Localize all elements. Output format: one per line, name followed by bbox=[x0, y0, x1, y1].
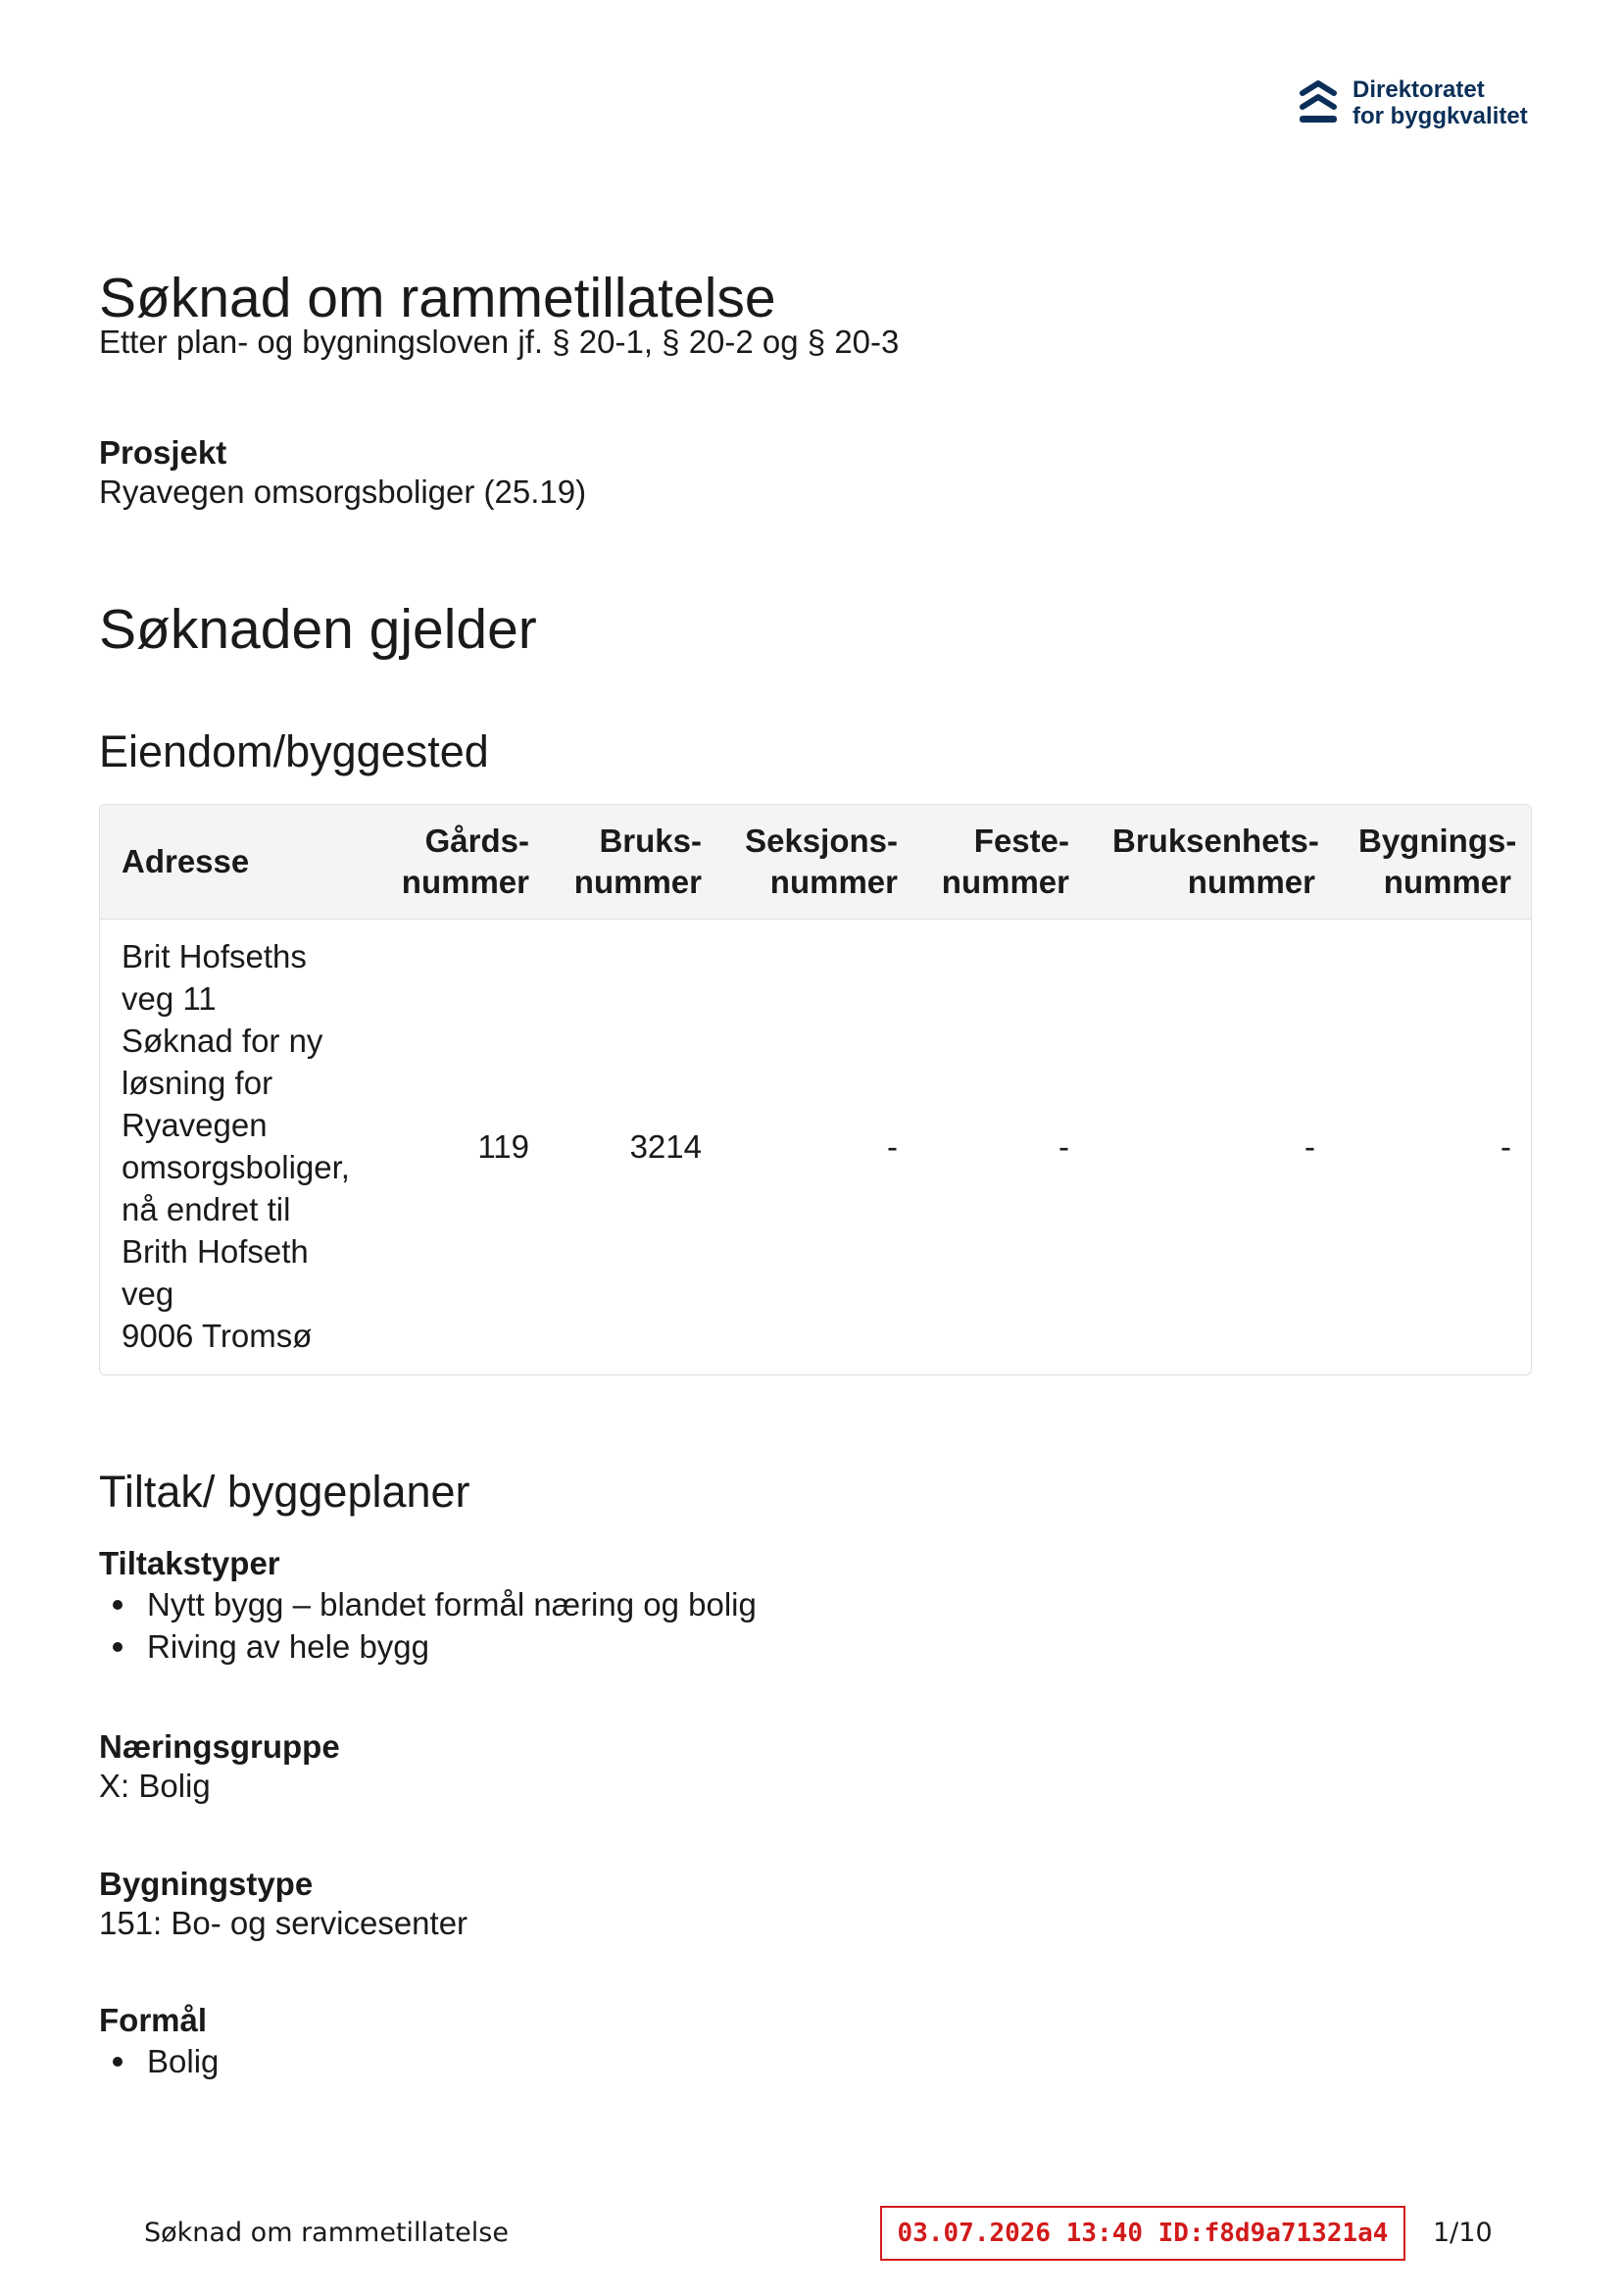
column-header-gardsnummer: Gårds- nummer bbox=[371, 805, 551, 920]
cell-bruksenhetsnummer: - bbox=[1304, 1127, 1315, 1165]
list-item: Bolig bbox=[99, 2040, 219, 2082]
cell-seksjonsnummer: - bbox=[887, 1127, 898, 1165]
document-subtitle: Etter plan- og bygningsloven jf. § 20-1, § 20-2 og § 20-3 bbox=[99, 324, 900, 360]
list-item: Riving av hele bygg bbox=[99, 1625, 757, 1668]
project-label: Prosjekt bbox=[99, 434, 227, 471]
page-number: 1/10 bbox=[1433, 2218, 1493, 2248]
logo bbox=[1300, 76, 1528, 129]
table-header-row bbox=[100, 805, 1532, 920]
cell-festenummer: - bbox=[1058, 1127, 1069, 1165]
building-type-label: Bygningstype bbox=[99, 1866, 314, 1902]
cell-bygningsnummer: - bbox=[1500, 1127, 1511, 1165]
column-header-bygningsnummer: Bygnings- nummer bbox=[1337, 805, 1532, 920]
cell-bruksnummer: 3214 bbox=[629, 1127, 702, 1165]
purpose-list bbox=[99, 2040, 219, 2082]
property-heading: Eiendom/byggested bbox=[99, 726, 489, 776]
project-block bbox=[99, 433, 586, 512]
table-row bbox=[100, 920, 1532, 1372]
industry-label: Næringsgruppe bbox=[99, 1728, 340, 1765]
purpose-block bbox=[99, 2001, 219, 2082]
logo-text bbox=[1352, 76, 1528, 129]
column-header-bruksenhetsnummer: Bruksenhets- nummer bbox=[1091, 805, 1337, 920]
logo-line-1: Direktoratet bbox=[1352, 76, 1485, 103]
cell-adresse: Brit Hofseths veg 11 Søknad for ny løsning for Ryavegen omsorgsboliger, nå endret til Brith Hofseth veg 9006 Tromsø bbox=[122, 938, 350, 1354]
industry-value: X: Bolig bbox=[99, 1768, 211, 1804]
measures-heading: Tiltak/ byggeplaner bbox=[99, 1467, 470, 1517]
project-value: Ryavegen omsorgsboliger (25.19) bbox=[99, 474, 587, 510]
cell-gardsnummer: 119 bbox=[477, 1127, 529, 1165]
column-header-festenummer: Feste- nummer bbox=[919, 805, 1091, 920]
logo-line-2: for byggkvalitet bbox=[1352, 103, 1528, 129]
purpose-label: Formål bbox=[99, 2002, 208, 2038]
property-table bbox=[99, 804, 1532, 1375]
measure-types-list bbox=[99, 1583, 757, 1668]
list-item: Nytt bygg – blandet formål næring og bolig bbox=[99, 1583, 757, 1625]
section-heading: Søknaden gjelder bbox=[99, 598, 537, 661]
column-header-seksjonsnummer: Seksjons- nummer bbox=[723, 805, 919, 920]
measure-types-label: Tiltakstyper bbox=[99, 1545, 280, 1581]
footer-title: Søknad om rammetillatelse bbox=[144, 2218, 509, 2248]
measure-types-block bbox=[99, 1544, 757, 1668]
document-title: Søknad om rammetillatelse bbox=[99, 267, 776, 329]
industry-block bbox=[99, 1727, 340, 1806]
column-header-adresse: Adresse bbox=[100, 805, 371, 920]
building-type-block bbox=[99, 1865, 467, 1943]
timestamp-stamp: 03.07.2026 13:40 ID:f8d9a71321a4 bbox=[880, 2206, 1405, 2261]
column-header-bruksnummer: Bruks- nummer bbox=[551, 805, 723, 920]
building-type-value: 151: Bo- og servicesenter bbox=[99, 1905, 468, 1941]
dibk-logo-icon bbox=[1300, 79, 1337, 126]
